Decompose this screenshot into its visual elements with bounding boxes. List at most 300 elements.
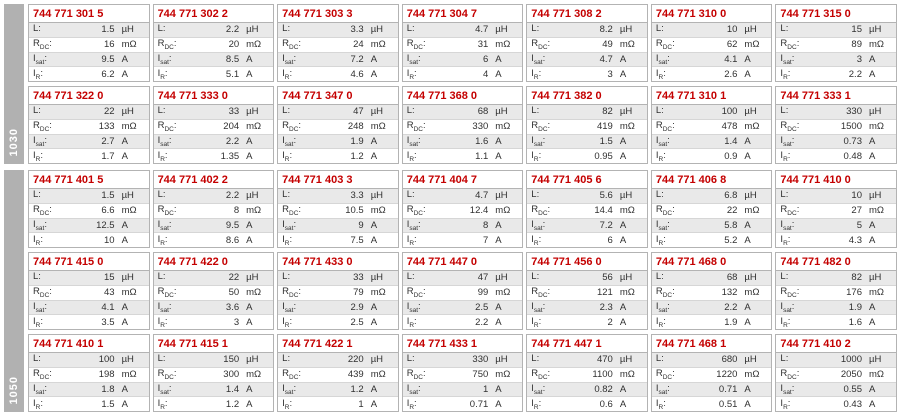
spec-unit: mΩ <box>370 287 386 299</box>
spec-value: 1.35 <box>220 150 240 162</box>
part-number: 744 771 456 0 <box>527 253 647 271</box>
spec-unit: A <box>246 383 253 395</box>
spec-value: 22 <box>103 106 115 118</box>
spec-row-isat <box>29 53 149 68</box>
spec-value: 20 <box>228 39 240 51</box>
spec-label: $I_R$: <box>655 149 666 163</box>
spec-row-rdc <box>403 286 523 301</box>
spec-label: $R_{DC}$: <box>157 204 177 218</box>
spec-value: 1.8 <box>101 383 115 395</box>
part-number: 744 771 433 1 <box>403 335 523 353</box>
spec-row-rdc <box>154 38 274 53</box>
spec-unit: µH <box>868 190 882 202</box>
spec-row-rdc <box>527 204 647 219</box>
spec-unit: A <box>868 234 876 246</box>
part-card <box>526 334 648 412</box>
spec-label: $I_R$: <box>406 397 417 411</box>
spec-row-l <box>403 189 523 204</box>
spec-value: 12.4 <box>469 205 489 217</box>
spec-value: 133 <box>98 121 115 133</box>
spec-unit: mΩ <box>495 121 511 133</box>
spec-value: 9.5 <box>225 219 240 231</box>
spec-label: $R_{DC}$: <box>33 120 52 134</box>
spec-label: $R_{DC}$: <box>655 120 675 134</box>
spec-unit: mΩ <box>619 121 635 133</box>
spec-value: 1.2 <box>350 150 364 162</box>
spec-unit: µH <box>495 106 508 118</box>
spec-row-isat <box>527 135 647 150</box>
spec-label: $I_R$: <box>157 233 168 247</box>
card-grid-1030 <box>28 4 897 164</box>
spec-unit: A <box>868 68 876 80</box>
spec-row-isat <box>527 53 647 68</box>
spec-row-ir <box>29 315 149 329</box>
spec-label: $I_R$: <box>33 315 43 329</box>
spec-label: $R_{DC}$: <box>282 204 302 218</box>
spec-row-rdc <box>652 204 772 219</box>
spec-unit: A <box>121 316 128 328</box>
spec-unit: A <box>121 301 128 313</box>
spec-label: $I_{sat}$: <box>406 134 421 148</box>
spec-label: $R_{DC}$: <box>531 120 551 134</box>
spec-unit: mΩ <box>370 121 386 133</box>
spec-unit: µH <box>370 24 384 36</box>
spec-label: $R_{DC}$: <box>531 286 551 300</box>
spec-value: 2.2 <box>225 24 240 36</box>
spec-label: $I_R$: <box>406 315 417 329</box>
spec-value: 47 <box>353 106 364 118</box>
spec-value: 4.7 <box>475 190 489 202</box>
spec-value: 6.6 <box>101 205 115 217</box>
spec-row-isat <box>403 301 523 316</box>
part-number: 744 771 333 0 <box>154 87 274 105</box>
spec-label: $I_{sat}$: <box>655 52 670 66</box>
spec-unit: mΩ <box>868 39 884 51</box>
part-number: 744 771 404 7 <box>403 171 523 189</box>
spec-value: 3 <box>607 68 613 80</box>
spec-unit: mΩ <box>246 287 262 299</box>
spec-label: $R_{DC}$: <box>531 204 551 218</box>
spec-unit: A <box>744 150 751 162</box>
spec-row-ir <box>278 397 398 411</box>
spec-row-l <box>527 189 647 204</box>
spec-unit: µH <box>868 272 882 284</box>
part-card <box>277 86 399 164</box>
spec-row-ir <box>776 315 896 329</box>
spec-row-rdc <box>776 38 896 53</box>
spec-row-l <box>154 105 274 120</box>
spec-unit: A <box>370 53 378 65</box>
spec-row-rdc <box>403 204 523 219</box>
spec-label: L: <box>282 189 291 201</box>
spec-label: $I_R$: <box>531 149 542 163</box>
part-number: 744 771 308 2 <box>527 5 647 23</box>
spec-unit: A <box>495 135 502 147</box>
spec-row-l <box>278 189 398 204</box>
spec-row-ir <box>29 397 149 411</box>
part-card <box>651 170 773 248</box>
spec-value: 10 <box>726 24 738 36</box>
spec-value: 24 <box>353 39 364 51</box>
spec-unit: mΩ <box>495 205 511 217</box>
spec-value: 89 <box>851 39 862 51</box>
spec-label: $I_{sat}$: <box>157 52 172 66</box>
spec-unit: mΩ <box>868 205 884 217</box>
part-number: 744 771 301 5 <box>29 5 149 23</box>
spec-label: $R_{DC}$: <box>655 368 675 382</box>
spec-label: $R_{DC}$: <box>157 286 177 300</box>
spec-row-ir <box>403 149 523 163</box>
spec-value: 6.8 <box>724 190 738 202</box>
spec-label: $I_R$: <box>655 67 666 81</box>
spec-unit: A <box>619 301 627 313</box>
part-number: 744 771 322 0 <box>29 87 149 105</box>
spec-row-ir <box>278 149 398 163</box>
spec-row-rdc <box>278 204 398 219</box>
part-number: 744 771 303 3 <box>278 5 398 23</box>
spec-label: L: <box>655 189 664 201</box>
spec-unit: A <box>868 316 876 328</box>
spec-value: 7.5 <box>350 234 364 246</box>
part-number: 744 771 310 0 <box>652 5 772 23</box>
spec-value: 56 <box>602 272 613 284</box>
spec-unit: mΩ <box>868 121 884 133</box>
spec-row-l <box>652 189 772 204</box>
spec-unit: mΩ <box>744 39 760 51</box>
spec-row-l <box>776 23 896 38</box>
spec-row-isat <box>403 135 523 150</box>
spec-row-isat <box>154 219 274 234</box>
spec-unit: mΩ <box>744 205 760 217</box>
spec-label: L: <box>655 23 664 35</box>
spec-row-ir <box>652 67 772 81</box>
spec-label: $I_{sat}$: <box>655 134 670 148</box>
spec-row-l <box>278 271 398 286</box>
spec-label: $I_R$: <box>531 67 542 81</box>
spec-value: 2.9 <box>350 301 364 313</box>
spec-label: $I_R$: <box>780 315 791 329</box>
spec-label: $R_{DC}$: <box>282 286 302 300</box>
spec-value: 5.1 <box>225 68 240 80</box>
spec-value: 1 <box>358 398 364 410</box>
spec-value: 100 <box>98 354 115 366</box>
spec-row-isat <box>527 219 647 234</box>
spec-row-l <box>776 353 896 368</box>
spec-row-l <box>527 23 647 38</box>
spec-unit: mΩ <box>619 287 635 299</box>
spec-value: 2.7 <box>101 135 115 147</box>
part-number: 744 771 302 2 <box>154 5 274 23</box>
spec-unit: A <box>868 398 876 410</box>
spec-value: 0.51 <box>718 398 738 410</box>
spec-value: 1100 <box>592 369 613 381</box>
spec-label: $I_R$: <box>282 149 293 163</box>
spec-row-isat <box>278 383 398 398</box>
spec-unit: A <box>246 398 253 410</box>
spec-value: 0.73 <box>843 135 862 147</box>
spec-row-rdc <box>278 286 398 301</box>
spec-value: 0.48 <box>843 150 862 162</box>
spec-unit: A <box>744 219 751 231</box>
spec-row-isat <box>776 219 896 234</box>
spec-unit: A <box>495 383 502 395</box>
spec-label: $R_{DC}$: <box>780 120 800 134</box>
part-card <box>28 170 150 248</box>
spec-label: L: <box>655 105 664 117</box>
part-card <box>775 252 897 330</box>
spec-unit: mΩ <box>619 205 635 217</box>
spec-row-isat <box>278 301 398 316</box>
spec-unit: A <box>121 68 128 80</box>
spec-unit: µH <box>495 354 508 366</box>
spec-row-ir <box>29 149 149 163</box>
spec-label: $I_{sat}$: <box>282 300 297 314</box>
spec-unit: µH <box>619 190 633 202</box>
spec-value: 31 <box>477 39 489 51</box>
spec-value: 82 <box>851 272 862 284</box>
spec-value: 1.2 <box>350 383 364 395</box>
spec-label: $I_{sat}$: <box>33 52 47 66</box>
spec-unit: A <box>370 301 378 313</box>
spec-unit: A <box>246 68 253 80</box>
spec-label: $I_{sat}$: <box>406 382 421 396</box>
spec-value: 1.9 <box>848 301 862 313</box>
series-group-1030 <box>4 4 897 164</box>
spec-unit: mΩ <box>495 39 511 51</box>
spec-row-l <box>776 105 896 120</box>
spec-row-isat <box>278 53 398 68</box>
part-card <box>775 86 897 164</box>
spec-label: $R_{DC}$: <box>157 38 177 52</box>
spec-label: $I_{sat}$: <box>282 52 297 66</box>
spec-value: 8.5 <box>225 53 240 65</box>
spec-value: 4.7 <box>475 24 489 36</box>
spec-value: 3.3 <box>350 24 364 36</box>
spec-value: 1.4 <box>724 135 738 147</box>
spec-row-isat <box>403 219 523 234</box>
spec-label: L: <box>531 105 540 117</box>
spec-row-ir <box>652 397 772 411</box>
spec-value: 478 <box>721 121 738 133</box>
spec-value: 8 <box>482 219 489 231</box>
spec-value: 419 <box>596 121 613 133</box>
spec-label: L: <box>282 23 291 35</box>
spec-value: 3 <box>233 316 240 328</box>
part-card <box>153 170 275 248</box>
spec-value: 204 <box>223 121 240 133</box>
spec-unit: mΩ <box>246 39 262 51</box>
spec-row-l <box>29 23 149 38</box>
spec-row-ir <box>403 67 523 81</box>
spec-unit: µH <box>121 190 134 202</box>
spec-row-isat <box>652 219 772 234</box>
spec-value: 470 <box>596 354 613 366</box>
spec-label: $I_R$: <box>406 233 417 247</box>
spec-value: 14.4 <box>594 205 613 217</box>
spec-value: 0.82 <box>594 383 613 395</box>
spec-label: $I_R$: <box>33 233 43 247</box>
spec-unit: A <box>246 316 253 328</box>
spec-row-isat <box>403 383 523 398</box>
spec-value: 0.71 <box>469 398 489 410</box>
spec-label: $I_R$: <box>33 149 43 163</box>
spec-label: L: <box>780 353 789 365</box>
spec-label: $I_R$: <box>282 233 293 247</box>
spec-value: 0.43 <box>843 398 862 410</box>
spec-label: L: <box>655 271 664 283</box>
spec-row-ir <box>278 233 398 247</box>
part-card <box>277 4 399 82</box>
spec-row-l <box>527 353 647 368</box>
spec-row-l <box>652 271 772 286</box>
spec-unit: mΩ <box>868 287 884 299</box>
spec-row-ir <box>776 149 896 163</box>
spec-value: 1.4 <box>225 383 240 395</box>
spec-row-isat <box>527 301 647 316</box>
part-number: 744 771 382 0 <box>527 87 647 105</box>
spec-label: L: <box>406 189 415 201</box>
spec-label: $R_{DC}$: <box>531 368 551 382</box>
part-number: 744 771 406 8 <box>652 171 772 189</box>
spec-unit: mΩ <box>121 121 137 133</box>
spec-label: $I_{sat}$: <box>780 218 795 232</box>
spec-value: 33 <box>353 272 364 284</box>
spec-label: $I_{sat}$: <box>282 382 297 396</box>
spec-label: $I_{sat}$: <box>531 134 546 148</box>
spec-row-l <box>29 189 149 204</box>
spec-value: 6.2 <box>101 68 115 80</box>
spec-row-l <box>527 105 647 120</box>
spec-row-rdc <box>527 368 647 383</box>
spec-label: L: <box>406 353 415 365</box>
spec-label: L: <box>406 23 415 35</box>
spec-value: 1.1 <box>475 150 489 162</box>
spec-label: $R_{DC}$: <box>33 368 52 382</box>
spec-unit: mΩ <box>370 205 386 217</box>
spec-unit: A <box>744 398 751 410</box>
spec-unit: A <box>619 135 627 147</box>
spec-row-ir <box>527 315 647 329</box>
spec-label: $I_{sat}$: <box>531 300 546 314</box>
spec-value: 4 <box>482 68 489 80</box>
spec-row-isat <box>29 135 149 150</box>
spec-unit: A <box>370 219 378 231</box>
spec-unit: mΩ <box>246 205 262 217</box>
spec-value: 2050 <box>840 369 862 381</box>
spec-row-isat <box>403 53 523 68</box>
spec-label: L: <box>531 271 540 283</box>
spec-value: 5.6 <box>599 190 613 202</box>
spec-row-rdc <box>154 286 274 301</box>
spec-row-isat <box>652 135 772 150</box>
spec-row-l <box>154 353 274 368</box>
spec-unit: µH <box>619 354 633 366</box>
card-grid-1050 <box>28 170 897 412</box>
spec-value: 0.9 <box>724 150 738 162</box>
spec-label: $I_R$: <box>282 315 293 329</box>
spec-unit: A <box>246 234 253 246</box>
spec-label: $I_R$: <box>406 149 417 163</box>
spec-value: 1.5 <box>101 190 115 202</box>
spec-unit: A <box>868 53 876 65</box>
spec-label: $R_{DC}$: <box>157 368 177 382</box>
part-number: 744 771 468 1 <box>652 335 772 353</box>
spec-value: 12.5 <box>96 219 115 231</box>
part-number: 744 771 315 0 <box>776 5 896 23</box>
spec-label: $I_{sat}$: <box>157 218 172 232</box>
spec-unit: A <box>370 398 378 410</box>
spec-value: 99 <box>477 287 489 299</box>
spec-unit: A <box>744 316 751 328</box>
part-card <box>153 334 275 412</box>
part-card <box>28 4 150 82</box>
spec-label: L: <box>406 271 415 283</box>
spec-value: 5.2 <box>724 234 738 246</box>
spec-label: $I_{sat}$: <box>282 218 297 232</box>
part-number: 744 771 410 0 <box>776 171 896 189</box>
spec-unit: µH <box>370 354 384 366</box>
spec-unit: A <box>246 135 253 147</box>
spec-row-ir <box>154 233 274 247</box>
spec-unit: mΩ <box>744 121 760 133</box>
spec-unit: A <box>619 234 627 246</box>
spec-unit: A <box>121 219 128 231</box>
spec-label: $I_{sat}$: <box>655 382 670 396</box>
spec-row-l <box>29 105 149 120</box>
spec-label: L: <box>282 353 291 365</box>
spec-unit: µH <box>121 106 134 118</box>
spec-row-ir <box>776 233 896 247</box>
spec-unit: µH <box>744 354 757 366</box>
spec-value: 2.2 <box>225 135 240 147</box>
spec-row-rdc <box>278 120 398 135</box>
spec-label: $I_{sat}$: <box>531 382 546 396</box>
spec-value: 10.5 <box>345 205 364 217</box>
spec-row-l <box>527 271 647 286</box>
spec-value: 0.55 <box>843 383 862 395</box>
spec-unit: mΩ <box>121 369 137 381</box>
part-card <box>402 334 524 412</box>
part-card <box>277 170 399 248</box>
spec-value: 4.3 <box>848 234 862 246</box>
spec-row-isat <box>154 53 274 68</box>
spec-unit: µH <box>246 272 259 284</box>
spec-unit: A <box>370 383 378 395</box>
spec-label: $I_R$: <box>780 67 791 81</box>
spec-value: 2.5 <box>475 301 489 313</box>
spec-unit: µH <box>370 272 384 284</box>
spec-row-l <box>403 23 523 38</box>
spec-unit: mΩ <box>619 369 635 381</box>
spec-label: $R_{DC}$: <box>406 38 426 52</box>
spec-label: $I_{sat}$: <box>655 218 670 232</box>
spec-row-ir <box>527 233 647 247</box>
spec-label: $I_{sat}$: <box>33 134 47 148</box>
spec-label: $I_{sat}$: <box>780 382 795 396</box>
spec-unit: A <box>121 150 128 162</box>
spec-label: $I_{sat}$: <box>157 300 172 314</box>
spec-unit: µH <box>246 106 259 118</box>
part-card <box>775 4 897 82</box>
spec-unit: A <box>619 53 627 65</box>
part-card <box>526 252 648 330</box>
spec-row-l <box>278 23 398 38</box>
spec-value: 9.5 <box>101 53 115 65</box>
spec-row-ir <box>652 315 772 329</box>
spec-row-ir <box>278 67 398 81</box>
spec-value: 5 <box>856 219 862 231</box>
spec-value: 1.2 <box>225 398 240 410</box>
